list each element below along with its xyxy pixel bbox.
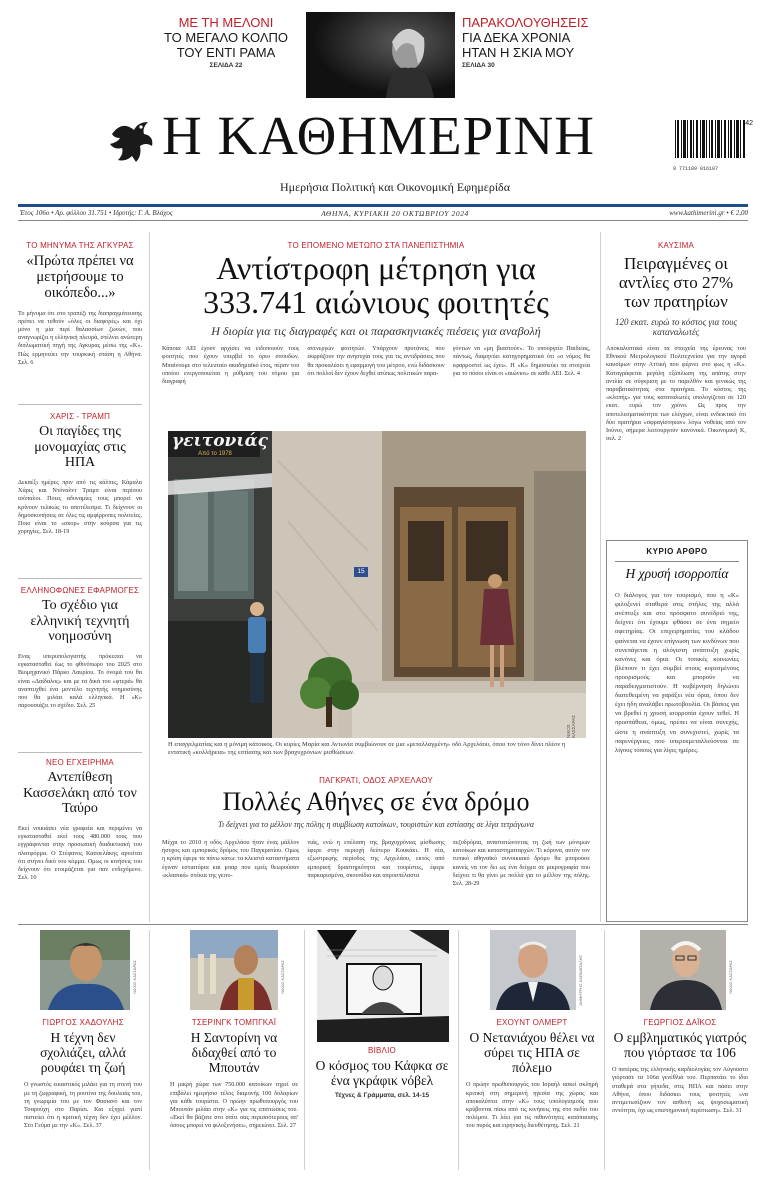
right-story-body: Αποκαλυπτικά είναι τα στοιχεία της έρευνας του Εθνικού Μετρολογικού Πολιτεχνείου για την αγορά καυσίμων στην Αττική που φέρνει στο φως η «Κ». Καταγράφεται μεγάλη εξάπλωση της απάτης στην αντλία σε σύγκριση με το παρελθόν και γενικώς της παραβατικότητας στα πρατήρια. Το κόστος της «κλοπής» για τους καταναλωτές υπολογίζεται σε 120 εκατ. ευρώ τον χρόνο. Ως προς την αποτελεσματικότητα των ελέγχων, είναι ενδεικτικό ότι δύο πρατήρια «σφραγίστηκαν» λόγω νοθείας από τον Ιούνιο, σήμερα λειτουργούν κανονικά. Οικονομική Κ, σελ. 2 (606, 345, 746, 443)
portrait-olmert-image (490, 930, 576, 1010)
editorial-title: Η χρυσή ισορροπία (625, 566, 729, 581)
barcode-number: 9 771109 016107 (673, 166, 719, 172)
left-story-1-headline: «Πρώτα πρέπει να μετρήσουμε το οικόπεδο...» (26, 253, 134, 302)
promo-left-line2: ΤΟ ΜΕΓΑΛΟ ΚΟΛΠΟ (163, 29, 289, 45)
lead-subhead: Η διορία για τις διαγραφές και οι παρασκηνιακές πιέσεις για αναβολή (211, 324, 541, 339)
editorial-label: ΚΥΡΙΟ ΑΡΘΡΟ (646, 547, 708, 556)
left-story-3-kicker: ΕΛΛΗΝΟΦΩΝΕΣ ΕΦΑΡΜΟΓΕΣ (20, 586, 140, 595)
second-subhead: Τι δείχνει για το μέλλον της πόλης η συμβίωση κατοίκων, τουριστών και εστίασης σε λίγα τετράγωνα (217, 820, 535, 830)
barcode (673, 120, 753, 172)
promo-right-page: ΣΕΛΙΔΑ 30 (462, 61, 495, 69)
bottom-story-4[interactable] (466, 1018, 598, 1141)
photo-caption: Η επαγγελματίας και η μόνιμη κάτοικος. Οι κυρίες Μαρία και Αντωνία συμβιώνουν σε μια «μεταλλαγμένη» οδό Αρχελάου, όπου τον τόνο δίνει πλέον η εντατική «κολλήρεια» της εστίασης και των βραχυχρόνιων μισθώσεων. (168, 741, 566, 757)
portrait-tobgay-image (190, 930, 278, 1010)
promo-left-page: ΣΕΛΙΔΑ 22 (209, 61, 243, 69)
bottom-1-kicker: ΓΙΩΡΓΟΣ ΧΑΔΟΥΛΗΣ (42, 1018, 124, 1027)
left-story-2-kicker: ΧΑΡΙΣ - ΤΡΑΜΠ (49, 412, 111, 421)
bottom-1-photo[interactable] (40, 930, 130, 1010)
portrait-daikos-image (640, 930, 726, 1010)
editorial-box[interactable] (606, 540, 748, 922)
promo-portrait-photo[interactable] (306, 12, 455, 98)
promo-right[interactable] (462, 16, 622, 69)
issue-code: 42 (745, 120, 753, 127)
left-story-4-body: Εκεί νοικιάσει νέα γραφεία και περιμένει να εγκατασταθεί εκεί τους 480.000 τους που εγγράφονται στην προσωπική διαδικτυακή του πλατφόρμα. Ο Στέφανος Κασσελάκης αρνείται ότι στήνει δικό του κόμμα. Ομως οι κινήσεις του δείχνουν ότι ετοιμάζεται για παν ενδεχόμενο. Σελ. 10 (18, 825, 142, 882)
right-column-rule (600, 232, 601, 922)
street-scene-image (168, 431, 586, 738)
lead-col-2: ανενεργών φοιτητών. Υπάρχουν πρυτάνεις που εκφράζουν την ανησυχία τους για τις αντιδράσεις που θα προκαλέσει η εφαρμογή του μέτρου, ενώ διδάσκουν ότι πολλοί δεν έχουν δεχθεί ατύπως πολιτικών παρα- (307, 345, 445, 377)
left-story-2[interactable] (18, 412, 142, 553)
left-column-rule (149, 232, 150, 922)
second-col-2: νιάς, ενώ η επέλαση της βραχυχρόνιας μίσθωσης έφερε στην περιοχή δεύτερο Κουκάκι. Η νέα, εξωστρεφής περίοδος της Αρχελάου, εκτός από εμπορική δραστηριότητα και τουρίστες, έφερε παρκαρισμένα, σκουπίδια και απροσπέλαστα (307, 839, 445, 879)
dateline-center: ΑΘΗΝΑ, ΚΥΡΙΑΚΗ 20 ΟΚΤΩΒΡΙΟΥ 2024 (321, 209, 469, 218)
dateline-left: Έτος 106ο • Αρ. φύλλου 31.751 • Ιδρυτής: Γ. Α. Βλάχος (20, 209, 173, 217)
left-story-4[interactable] (18, 758, 142, 901)
promo-right-line3: ΗΤΑΝ Η ΣΚΙΑ ΜΟΥ (462, 44, 575, 60)
bottom-rule-2 (304, 930, 305, 1170)
bottom-2-kicker: ΤΣΕΡΙΝΓΚ ΤΟΜΠΓΚΑΪ (191, 1018, 277, 1027)
bottom-2-photo[interactable] (190, 930, 278, 1010)
bottom-3-kicker: ΒΙΒΛΙΟ (368, 1046, 396, 1055)
lead-headline-line1: Αντίστροφη μέτρηση για (216, 250, 536, 286)
promo-left-line3: ΤΟΥ ΕΝΤΙ ΡΑΜΑ (176, 44, 276, 60)
eagle-logo-icon (108, 116, 156, 168)
bottom-3-body: Τέχνες & Γράμματα, σελ. 14-15 (334, 1092, 430, 1100)
bottom-5-body: Ο πατέρας της ελληνικής καρδιολογίας τον Αύγουστο γιόρτασε τα 106α γενέθλιά του. Περπατάει το ίδιο σταθερά στα γήπεδα, στις ΗΠΑ και πάσει στην Αθήνα, όπου διδάσκει τους φοιτητές «να αντιμετωπίζουν τον ασθενή ως ψυχοσωματική οντότητα, όχι ως επιστημονική περίπτωση». Σελ. 31 (612, 1066, 748, 1115)
shop-sign-text: γειτονιάς (172, 431, 269, 451)
left-story-3[interactable] (18, 586, 142, 735)
left-story-4-kicker: ΝΕΟ ΕΓΧΕΙΡΗΜΑ (46, 758, 114, 767)
left-story-3-body: Ενας υπερυπολογιστής πρόκειται να εγκατασταθεί έως το φθινόπωρο του 2025 στο Βιομηχανικό Πάρκο Λαυρίου. Το όνομά του θα είναι «Δαίδαλος» και με τα δικά του «φτερά» θα αναπτυχθεί ένα μοντέλο τεχνητής νοημοσύνης που θα μιλάει καλά ελληνικά. Η «Κ» παρουσιάζει το σχέδιο. Σελ. 25 (18, 653, 142, 710)
editorial-label-rule (615, 561, 739, 562)
right-story-subhead: 120 εκατ. ευρώ το κόστος για τους καταναλωτές (615, 317, 737, 338)
portrait-silhouette-image (306, 12, 455, 98)
left-story-1-kicker: ΤΟ ΜΗΝΥΜΑ ΤΗΣ ΑΓΚΥΡΑΣ (26, 241, 134, 250)
left-story-3-headline: Το σχέδιο για ελληνική τεχνητή νοημοσύνη (30, 598, 130, 645)
second-headline: Πολλές Αθήνες σε ένα δρόμο (222, 787, 530, 816)
second-story[interactable] (162, 776, 590, 897)
right-story-kicker: ΚΑΥΣΙΜΑ (658, 241, 694, 250)
lead-col-3: γόντων να «μη βιαστούν». Το υπουργείο Παιδείας, πάντως, διαμηνύει κατηγορηματικά ότι «ο νόμος θα εφαρμοστεί ως έχει». Η «Κ» δημοσιεύει τα στοιχεία για το πόσοι είναι οι «αιώνιοι» σε κάθε ΑΕΙ. Σελ. 4 (452, 345, 590, 377)
second-kicker: ΠΑΓΚΡΑΤΙ, ΟΔΟΣ ΑΡΧΕΛΑΟΥ (319, 776, 433, 785)
masthead-tagline: Ημερήσια Πολιτική και Οικονομική Εφημερίδα (279, 180, 511, 194)
bottom-4-kicker: ΕΧΟΥΝΤ ΟΛΜΕΡΤ (496, 1018, 568, 1027)
bottom-2-body: Η μικρή χώρα των 750.000 κατοίκων τηρεί σε επιβάλει ημερήσιο τέλος διαμονής 100 δολαρίων για κάθε τουρίστα. Ο πρώην πρωθυπουργός του Μπουτάν μιλάει στην «Κ» για τις επιπτώσεις του. «Εκεί θα βάζατε στο σπίτι σας περισσότερους απ' όσους μπορεί να φιλοξενήσει», σημειώνει. Σελ. 27 (170, 1081, 298, 1130)
bottom-3-headline: Ο κόσμος του Κάφκα σε ένα γκράφικ νόβελ (315, 1058, 449, 1089)
lead-headline-line2: 333.741 αιώνιους φοιτητές (203, 283, 549, 320)
second-col-3: πεζοδρόμια, αναστατώνοντας τη ζωή των μόνιμων κατοίκων και καταστηματαρχών. Τι κόρονα, αυτόν τον τυπικό αθηναϊκό συνοικιακό δρόμο θα μπορούσε κανείς να τον δει ως ένα δείγμα σε μικρογραφία που δείχνει τι θα γίνει με πολλά για το μέλλον της πόλης. Σελ. 28-29 (452, 839, 590, 888)
bottom-4-body: Ο πρώην πρωθυπουργός του Ισραήλ ασκεί σκληρή κριτική στη σημερινή ηγεσία της χώρας και αποκαλύπτει στην «Κ» τους υπολογισμούς που κρύβονται πίσω από τις κινήσεις της στο πεδίο του πολέμου. Τι λέει για τις πιθανότητες κατάπαυσης του πυρός και ειρηνικής διευθέτησης. Σελ. 21 (466, 1081, 598, 1130)
dateline-bottom-rule (18, 220, 748, 221)
bottom-4-headline: Ο Νετανιάχου θέλει να σύρει τις ΗΠΑ σε πόλεμο (469, 1030, 595, 1076)
left-divider-1 (18, 404, 142, 405)
bottom-1-headline: Η τέχνη δεν σχολιάζει, αλλά ρουφάει τη ζωή (40, 1030, 126, 1076)
left-story-2-headline: Οι παγίδες της μονομαχίας στις ΗΠΑ (34, 424, 126, 471)
bottom-top-rule (18, 924, 748, 925)
promo-right-line1: ΠΑΡΑΚΟΛΟΥΘΗΣΕΙΣ (462, 15, 589, 30)
bottom-rule-1 (149, 930, 150, 1170)
bottom-5-kicker: ΓΕΩΡΓΙΟΣ ΔΑΪΚΟΣ (643, 1018, 717, 1027)
bottom-5-photo[interactable] (640, 930, 726, 1010)
editorial-body: Ο διάλογος για τον τουρισμό, που η «Κ» φιλοξενεί σταθερά στις στήλες της αλλά ανέπτυξε και στο πρόσφατο συνέδριό της, δείχνει ότι έχουμε φθάσει σε ένα σημείο αφετηρίας. Οι επιχειρηματίες του κλάδου φαίνεται να έχουν επίγνωση των κινδύνων που συνεπάγεται η αλόγιστη ανάπτυξη χωρίς κανόνες και όρια. Οι τοπικές κοινωνίες βλέπουν τι έχει συμβεί στους κορεσμένους προορισμούς και μπορούν να παραδειγματιστούν. Η κυβέρνηση δηλώνει διατεθειμένη να χαράξει νέα όρια, όπου δεν έχει ήδη αναλάβει πρωτοβουλία. Οι βάσεις για να βρεθεί η χρυσή ισορροπία έχουν τεθεί. Η προσπάθεια, όμως, πρέπει να είναι συνεχής, ώστε η ανάπτυξη να συνεχιστεί, χωρίς τα παρενέργειες που υπερεκμεταλλεύονται σε λίγους τόπους για λίγες ημέρες. (615, 592, 739, 754)
portrait-hadoulis-image (40, 930, 130, 1010)
bottom-story-2[interactable] (170, 1018, 298, 1141)
left-story-2-body: Δεκαέξι ημέρες πριν από τις κάλπες, Κάμαλα Χάρις και Ντόναλντ Τραμπ είναι περίπου ισόπαλοι. Ποιες αδυναμίες τους μπορεί να κρίνουν τελικώς το αποτέλεσμα. Τι δείχνουν οι δημοσκοπήσεις σε όλες τις αμφίρροπες πολιτείες. Ποιο είναι το «σκορ» στην κούρσα για τις χορηγίες. Σελ. 18-19 (18, 479, 142, 536)
bottom-1-credit: ΝΙΚΟΣ ΚΑΣΣΑΡΑΣ (132, 960, 137, 994)
barcode-icon (673, 120, 749, 162)
shop-sign-sub: Από το 1978 (198, 450, 232, 457)
lead-kicker: ΤΟ ΕΠΟΜΕΝΟ ΜΕΤΩΠΟ ΣΤΑ ΠΑΝΕΠΙΣΤΗΜΙΑ (287, 241, 465, 250)
dateline-top-rule (18, 204, 748, 207)
bottom-story-3[interactable] (312, 1046, 452, 1099)
bottom-3-illustration[interactable] (317, 930, 449, 1042)
bottom-5-credit: ΝΙΚΟΣ ΚΑΣΣΑΡΑΣ (728, 960, 733, 994)
left-story-1-body: Το μήνυμα ότι στο τραπέζι της διαπραγμάτευσης πρέπει να τεθούν «όλες οι διαφορές» και όχι μόνο η μία περί θαλασσίων ζωνών, που αναγνωρίζει η ελληνική πλευρά, στέλνει ανώτερη διπλωματική πηγή της Αγκυρας μέσω της «Κ». Πώς ερμηνεύει την τουρκική στάση η Αθήνα. Σελ. 6 (18, 309, 142, 366)
bottom-1-body: Ο γνωστός εικαστικός μιλάει για τη στενή του με τη ζωγραφική, τη ρουτίνα της δουλειάς του, τη γνωριμία του με τον Φασιανό και τον Τσαρούχη στο Παρίσι. Και εξηγεί γιατί πιστεύει ότι η κριτική τέχνη δεν έχει μέλλον. Στο Γεύμα με την «Κ». Σελ. 37 (24, 1081, 142, 1130)
promo-left[interactable] (150, 16, 302, 69)
bottom-rule-3 (458, 930, 459, 1170)
lead-photo[interactable] (168, 431, 586, 738)
kafka-graphic-novel-image (317, 930, 449, 1042)
bottom-4-credit: ΔΗΜΗΤΡΗΣ ΚΑΡΑΜΠΑΛΗΣ (578, 955, 583, 1006)
bottom-story-5[interactable] (612, 1018, 748, 1126)
shop-sign (172, 431, 269, 457)
promo-left-line1: ΜΕ ΤΗ ΜΕΛΟΝΙ (178, 15, 274, 30)
right-story[interactable] (606, 241, 746, 477)
left-story-4-headline: Αντεπίθεση Κασσελάκη από τον Ταύρο (23, 770, 137, 817)
lead-col-1: Κάποια ΑΕΙ έχουν αρχίσει να ειδοποιούν τους φοιτητές που έχουν υπερβεί το όριο σπουδών. Μπαίνουμε στο τελευταίο ακαδημαϊκό έτος, πέραν του οποίου ενεργοποιείται η ρύθμιση του νόμου για διαγραφή (162, 345, 300, 385)
bottom-4-photo[interactable] (490, 930, 576, 1010)
bottom-rule-4 (604, 930, 605, 1170)
door-number: 15 (357, 568, 365, 575)
lead-story[interactable] (162, 241, 590, 387)
bottom-5-headline: Ο εμβληματικός γιατρός που γιόρτασε τα 106 (613, 1030, 747, 1061)
dateline-right[interactable]: www.kathimerini.gr • € 2,00 (669, 209, 748, 217)
masthead-title: Η ΚΑΘΗΜΕΡΙΝΗ (162, 105, 595, 166)
left-divider-2 (18, 578, 142, 579)
photo-credit: ΝΙΚΟΣ ΚΑΣΣΑΡΑΣ (566, 714, 576, 738)
bottom-2-headline: Η Σαντορίνη να διδαχθεί από το Μπουτάν (190, 1030, 278, 1076)
promo-right-line2: ΓΙΑ ΔΕΚΑ ΧΡΟΝΙΑ (462, 29, 571, 45)
bottom-2-credit: ΝΙΚΟΣ ΚΑΣΣΑΡΑΣ (280, 960, 285, 994)
left-story-1[interactable] (18, 241, 142, 382)
left-divider-3 (18, 752, 142, 753)
bottom-story-1[interactable] (24, 1018, 142, 1141)
second-col-1: Μέχρι το 2010 η οδός Αρχελάου ήταν ένας μάλλον ήσυχος και εμπορικός δρόμος του Παγκρατίου. Ομως η κρίση έφερε τα πάνω κάτω: τα κλειστά καταστήματα έγιναν εστιατόρια και μπαρ που εμείς θεωρούσαν «κλασικά» στέκια της γειτο- (162, 839, 300, 879)
right-story-headline: Πειραγμένες οι αντλίες στο 27% των πρατηρίων (618, 254, 734, 312)
